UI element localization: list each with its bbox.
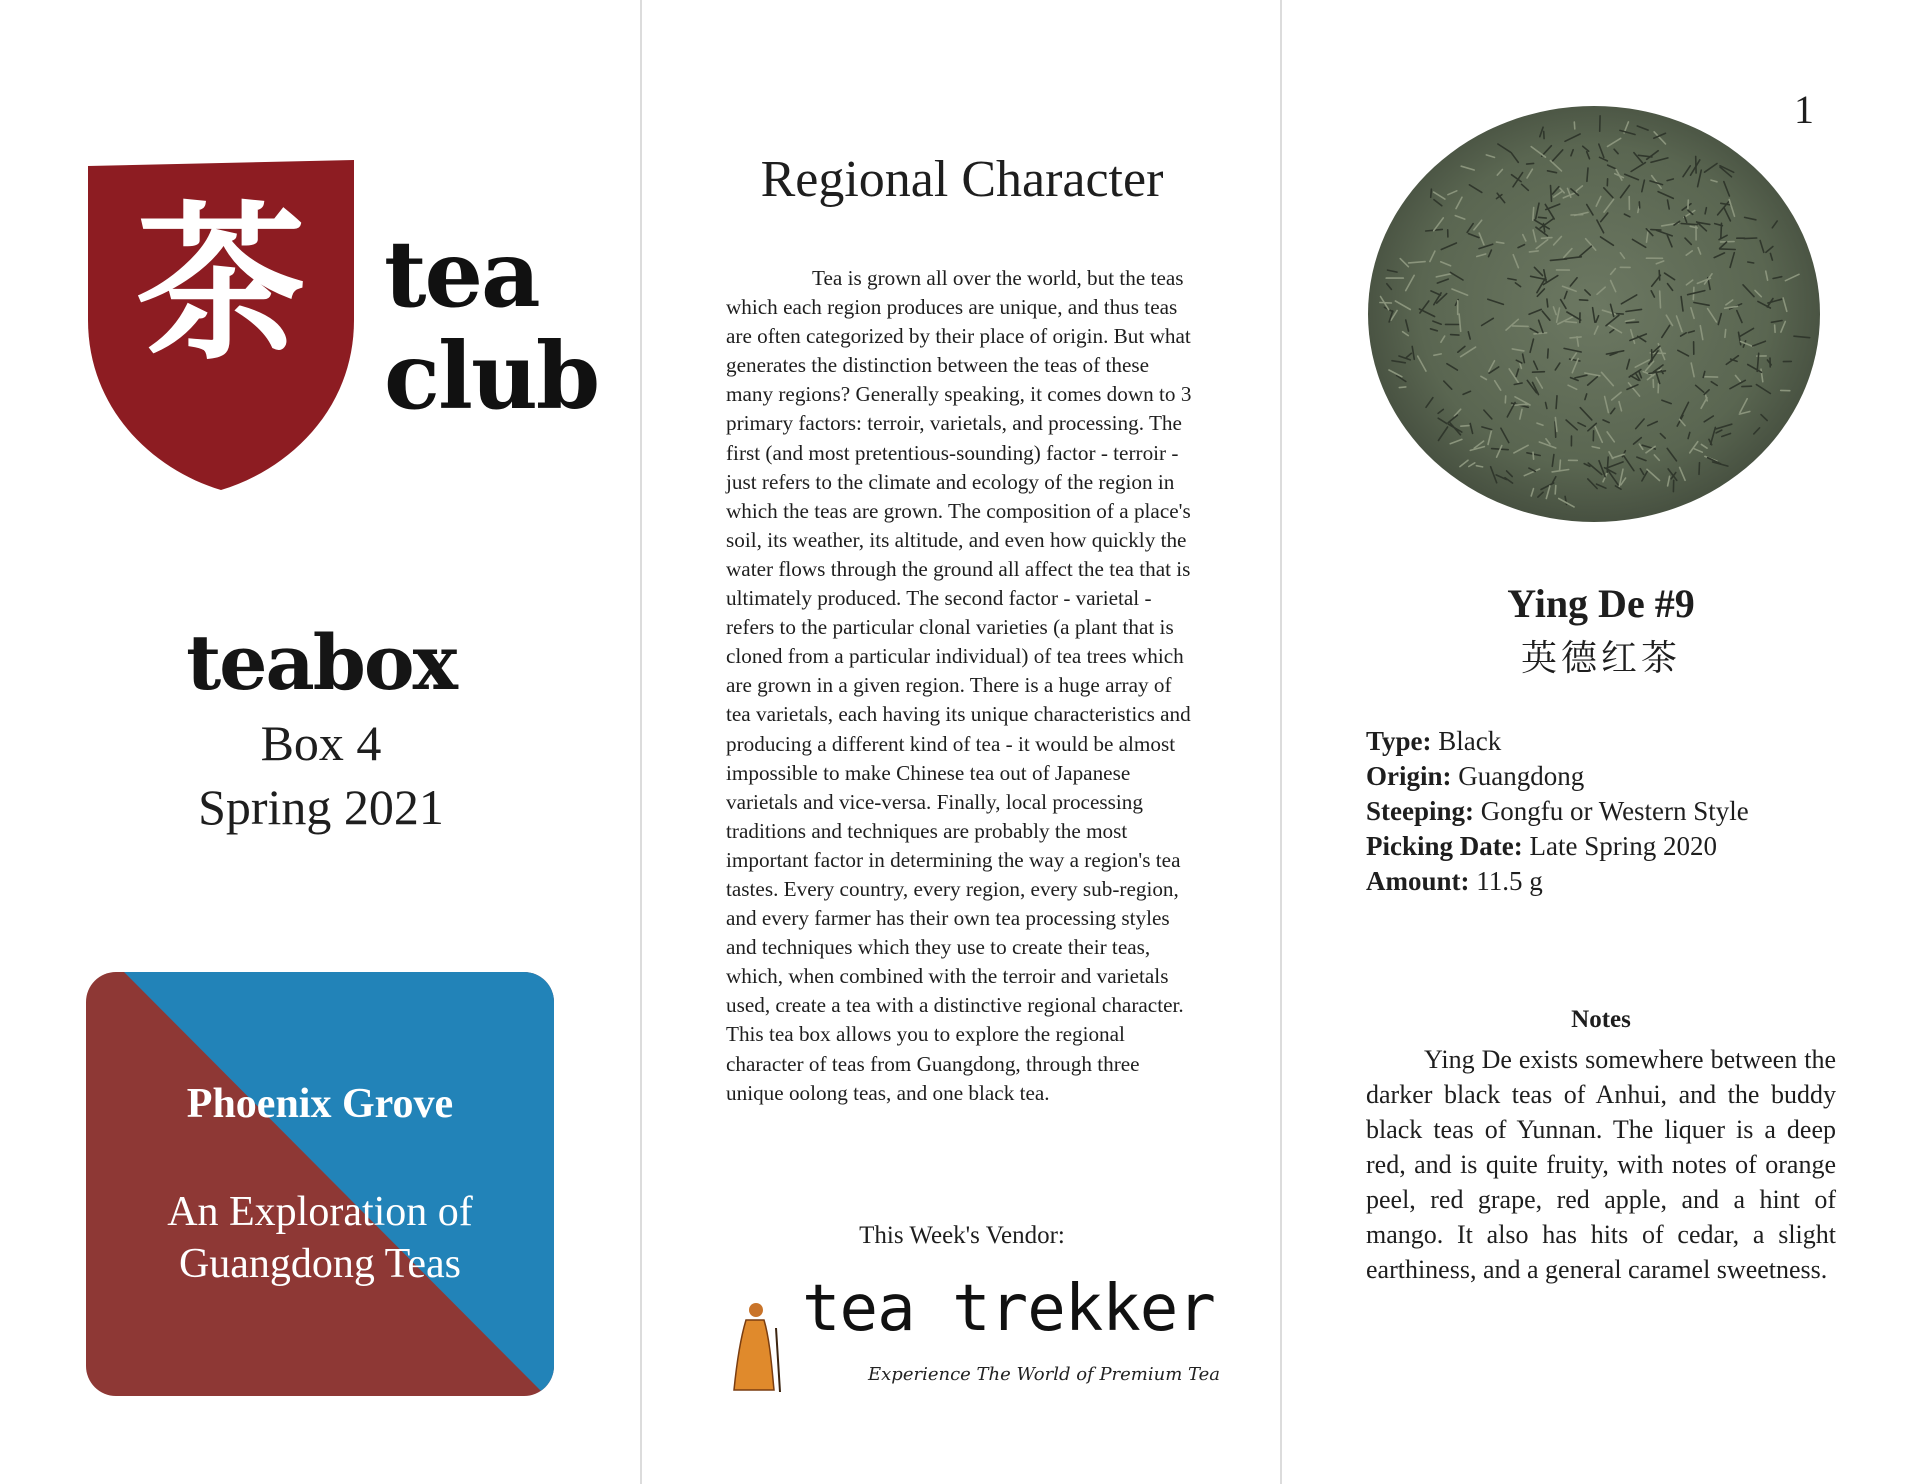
card-subtitle-line1: An Exploration of: [167, 1189, 473, 1235]
section-title: Regional Character: [760, 151, 1164, 208]
spec-label: Type:: [1366, 726, 1432, 756]
vendor-logo-name: tea trekker: [802, 1272, 1215, 1346]
logo-word-club: club: [384, 322, 599, 430]
spec-row-picking-date: [1366, 829, 1749, 864]
cover-panel: [0, 0, 642, 1484]
teabox-brand: teabox: [186, 618, 456, 707]
box-number: Box 4: [260, 715, 382, 771]
spec-label: Picking Date:: [1366, 831, 1523, 861]
spec-value: Guangdong: [1458, 761, 1585, 791]
logo-word-tea: tea: [384, 220, 539, 328]
box-theme-card: [86, 972, 554, 1396]
vendor-label: This Week's Vendor:: [859, 1222, 1065, 1249]
tea-leaves-image: [1362, 86, 1832, 544]
spec-value: 11.5 g: [1476, 866, 1543, 896]
tasting-notes: Ying De exists somewhere between the darker black teas of Anhui, and the buddy black teas of Yunnan. The liquer is a deep red, and is quite fruity, with notes of orange peel, red grape, red apple, and a hint of mango. It also has hits of cedar, a slight earthiness, and a general caramel sweetness.: [1366, 1045, 1836, 1284]
spec-value: Gongfu or Western Style: [1480, 796, 1749, 826]
vendor-tagline: Experience The World of Premium Tea: [868, 1364, 1221, 1385]
card-background: [86, 972, 554, 1396]
spec-row-origin: [1366, 759, 1749, 794]
regional-character-panel: [642, 0, 1282, 1484]
spec-label: Steeping:: [1366, 796, 1474, 826]
notes-title: Notes: [1571, 1006, 1631, 1033]
spec-value: Late Spring 2020: [1529, 831, 1717, 861]
page-number: 1: [1794, 87, 1814, 132]
tea-character-logo: 茶: [135, 186, 306, 384]
tea-name-chinese: 英德红茶: [1520, 638, 1681, 679]
spec-label: Amount:: [1366, 866, 1470, 896]
tea-detail-panel: [1282, 0, 1920, 1484]
monk-figure-icon: [730, 1300, 784, 1392]
season: Spring 2021: [198, 779, 444, 835]
body-text: Tea is grown all over the world, but the teas which each region produces are unique, and thus teas are often categorized by their place of origin. But what generates the distinction between the teas of these many regions? Generally speaking, it comes down to 3 primary factors: terroir, varietals, and processing. The first (and most pretentious-sounding) factor - terroir - just refers to the climate and ecology of the region in which the teas are grown. The composition of a place's soil, its weather, its altitude, and even how quickly the water flows through the ground all affect the tea that is ultimately produced. The second factor - varietal - refers to the particular clonal varieties (a plant that is cloned from a particular individual) of tea trees which are grown in a given region. There is a huge array of tea varietals, each having its unique characteristics and producing a different kind of tea - it would be almost impossible to make Chinese tea out of Japanese varietals and vice-versa. Finally, local processing traditions and techniques are probably the most important factor in determining the way a region's tea tastes. Every country, every region, every sub-region, and every farmer has their own tea processing styles and techniques which they use to create their teas, which, when combined with the terroir and varietals used, create a tea with a distinctive regional character. This tea box allows you to explore the regional character of teas from Guangdong, through three unique oolong teas, and one black tea.: [726, 266, 1192, 1105]
tea-name: Ying De #9: [1507, 581, 1695, 626]
spec-row-steeping: [1366, 794, 1749, 829]
card-subtitle-line2: Guangdong Teas: [178, 1241, 462, 1287]
spec-value: Black: [1438, 726, 1502, 756]
spec-row-amount: [1366, 864, 1749, 899]
spec-row-type: [1366, 724, 1749, 759]
card-title: Phoenix Grove: [186, 1081, 454, 1127]
spec-label: Origin:: [1366, 761, 1452, 791]
tea-specs: [1366, 724, 1749, 899]
